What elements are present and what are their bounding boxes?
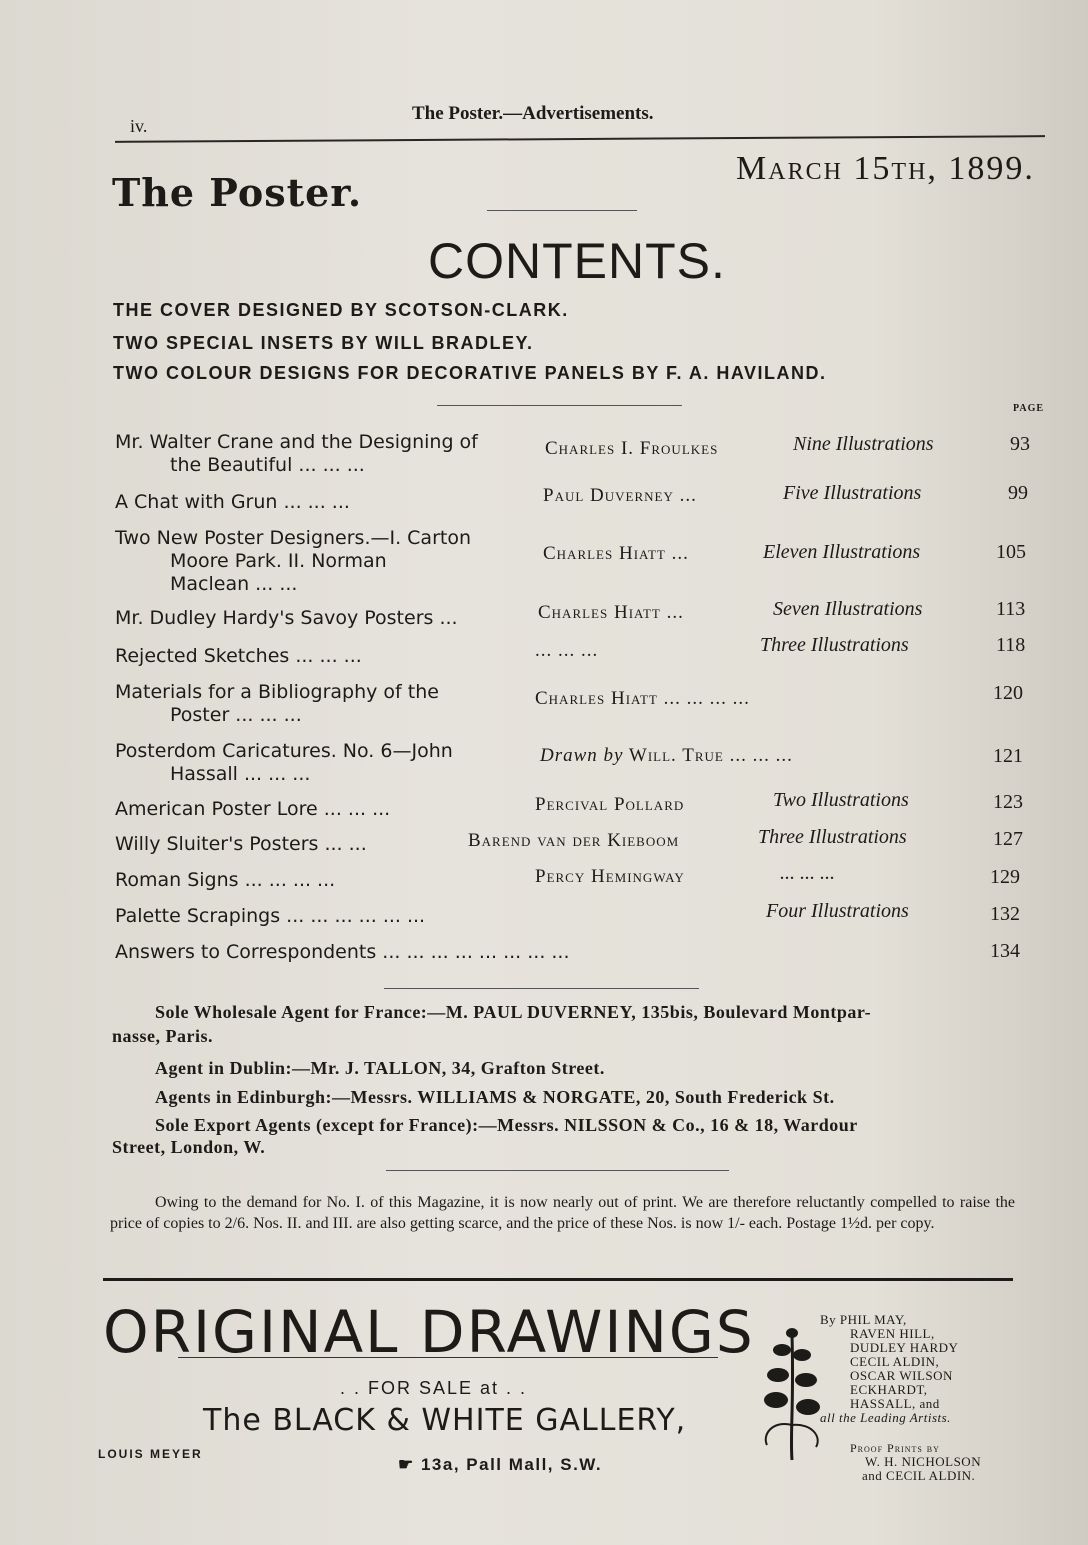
divider bbox=[386, 1170, 729, 1171]
toc-page: 118 bbox=[996, 634, 1026, 656]
toc-author: Charles Hiatt ... bbox=[543, 543, 689, 564]
toc-illustrations: ... ... ... bbox=[780, 862, 835, 884]
toc-author: Percy Hemingway bbox=[535, 866, 685, 887]
agent-edinburgh: Agents in Edinburgh:—Messrs. WILLIAMS & NORGATE, 20, South Frederick St. bbox=[155, 1087, 835, 1107]
agent-france-cont: nasse, Paris. bbox=[112, 1026, 213, 1046]
toc-page: 127 bbox=[993, 828, 1023, 850]
divider bbox=[437, 405, 682, 406]
toc-title: Roman Signs ... ... ... ... bbox=[115, 869, 336, 891]
running-head-title: The Poster.—Advertisements. bbox=[412, 103, 654, 124]
toc-title: Mr. Dudley Hardy's Savoy Posters ... bbox=[115, 607, 458, 629]
toc-author: Charles Hiatt ... bbox=[538, 602, 684, 623]
agent-france: Sole Wholesale Agent for France:—M. PAUL DUVERNEY, 135bis, Boulevard Montpar- bbox=[155, 1002, 872, 1022]
masthead: The Poster. bbox=[112, 170, 363, 215]
toc-illustrations: Eleven Illustrations bbox=[763, 541, 921, 563]
toc-page: 121 bbox=[993, 745, 1023, 767]
toc-title: A Chat with Grun ... ... ... bbox=[115, 491, 350, 513]
toc-author: Charles I. Froulkes bbox=[545, 438, 719, 459]
toc-page: 93 bbox=[1010, 433, 1030, 455]
toc-page: 120 bbox=[993, 682, 1023, 704]
toc-author: ... ... ... bbox=[535, 640, 599, 661]
issue-date: March 15th, 1899. bbox=[736, 150, 1035, 187]
agent-dublin: Agent in Dublin:—Mr. J. TALLON, 34, Grafton Street. bbox=[155, 1058, 605, 1078]
toc-illustrations: Two Illustrations bbox=[773, 789, 909, 811]
toc-author: Percival Pollard bbox=[535, 794, 685, 815]
toc-illustrations: Four Illustrations bbox=[766, 900, 909, 922]
toc-illustrations: Five Illustrations bbox=[783, 482, 922, 504]
toc-page: 113 bbox=[996, 598, 1026, 620]
agent-export-cont: Street, London, W. bbox=[112, 1137, 266, 1157]
page-number: iv. bbox=[130, 116, 148, 136]
advert-proof-prints: Proof Prints by W. H. NICHOLSON and CECIL ALDIN. bbox=[850, 1441, 982, 1483]
price-notice: Owing to the demand for No. I. of this Magazine, it is now nearly out of print. We are therefore reluctantly compelled to raise the price of copies to 2/6. Nos. II. and III. are also getting scarce, and the price of these Nos. is now 1/- each. Postage 1½d. per copy. bbox=[110, 1194, 1015, 1232]
divider bbox=[384, 988, 699, 989]
agent-export: Sole Export Agents (except for France):—Messrs. NILSSON & Co., 16 & 18, Wardour bbox=[155, 1115, 858, 1135]
toc-title: Posterdom Caricatures. No. 6—John Hassall ... ... ... bbox=[115, 740, 453, 785]
advert-address: ☛ 13a, Pall Mall, S.W. bbox=[398, 1455, 603, 1474]
advert-headline-rule bbox=[178, 1357, 718, 1358]
toc-title: Willy Sluiter's Posters ... ... bbox=[115, 833, 367, 855]
toc-title: Materials for a Bibliography of the Poster ... ... ... bbox=[115, 681, 439, 726]
toc-page: 132 bbox=[990, 903, 1020, 925]
divider bbox=[487, 210, 637, 211]
pointing-hand-icon: ☛ bbox=[398, 1455, 421, 1474]
advert-for-sale: . . FOR SALE at . . bbox=[340, 1378, 528, 1398]
toc-author: Charles Hiatt ... ... ... ... bbox=[535, 688, 750, 709]
toc-page: 129 bbox=[990, 866, 1020, 888]
credit-line: TWO COLOUR DESIGNS FOR DECORATIVE PANELS BY F. A. HAVILAND. bbox=[113, 363, 827, 383]
toc-title: Rejected Sketches ... ... ... bbox=[115, 645, 362, 667]
advert-gallery-name: The BLACK & WHITE GALLERY, bbox=[203, 1403, 687, 1438]
toc-title: Answers to Correspondents ... ... ... ... ... ... ... ... bbox=[115, 941, 570, 963]
advert-artists: By PHIL MAY, RAVEN HILL, DUDLEY HARDY CECIL ALDIN, OSCAR WILSON ECKHARDT, HASSALL, and all the Leading Artists. bbox=[820, 1312, 959, 1425]
toc-author: Drawn by Will. True ... ... ... bbox=[540, 745, 793, 766]
toc-title: Mr. Walter Crane and the Designing of the Beautiful ... ... ... bbox=[115, 431, 478, 476]
toc-illustrations: Three Illustrations bbox=[760, 634, 909, 656]
running-head-rule bbox=[115, 135, 1045, 143]
advert-rule bbox=[103, 1278, 1013, 1281]
contents-heading: CONTENTS. bbox=[428, 233, 726, 289]
advert-headline: ORIGINAL DRAWINGS bbox=[103, 1298, 755, 1366]
page-column-label: PAGE bbox=[1013, 403, 1045, 414]
toc-page: 105 bbox=[996, 541, 1026, 563]
toc-illustrations: Seven Illustrations bbox=[773, 598, 923, 620]
credit-line: TWO SPECIAL INSETS BY WILL BRADLEY. bbox=[113, 333, 534, 353]
toc-illustrations: Nine Illustrations bbox=[793, 433, 934, 455]
toc-author: Barend van der Kieboom bbox=[468, 830, 680, 851]
advert-designer-credit: LOUIS MEYER bbox=[98, 1447, 203, 1461]
toc-illustrations: Three Illustrations bbox=[758, 826, 907, 848]
toc-title: American Poster Lore ... ... ... bbox=[115, 798, 391, 820]
toc-page: 123 bbox=[993, 791, 1023, 813]
credit-line: THE COVER DESIGNED BY SCOTSON-CLARK. bbox=[113, 300, 569, 320]
toc-page: 99 bbox=[1008, 482, 1028, 504]
toc-title: Two New Poster Designers.—I. Carton Moore Park. II. Norman Maclean ... ... bbox=[115, 527, 471, 595]
toc-page: 134 bbox=[990, 940, 1020, 962]
toc-title: Palette Scrapings ... ... ... ... ... ... bbox=[115, 905, 426, 927]
toc-author: Paul Duverney ... bbox=[543, 485, 697, 506]
